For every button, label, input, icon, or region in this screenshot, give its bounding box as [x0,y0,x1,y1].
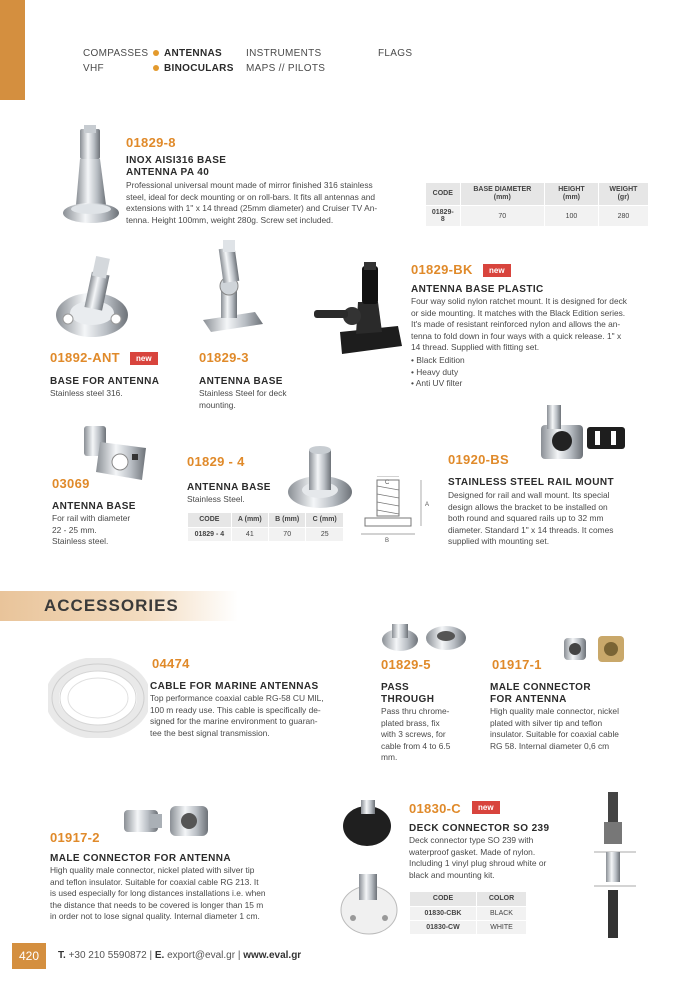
product-code: 01829-BK [411,262,473,277]
product-code: 01829 - 4 [187,454,245,469]
label-b: B [385,538,390,544]
nav-instruments[interactable]: INSTRUMENTS [246,48,322,59]
product-code: 04474 [152,656,190,671]
product-title: ANTENNA PA 40 [126,167,210,178]
new-badge: new [130,352,158,365]
rail-base-image [80,424,155,489]
product-title: PASS [381,682,410,693]
flush-base-image [285,444,355,514]
new-badge: new [483,264,511,277]
product-code: 01917-2 [50,830,100,845]
product-description: Stainless Steel for deck mounting. [199,388,287,410]
product-description: Top performance coaxial cable RG-58 CU MIL, 100 m ready use. This cable is specifically de- signed for the marine environment to guaran- tee the best signal transmission. [150,693,324,738]
product-title: INOX AISI316 BASE [126,155,227,166]
nav-bullet-icon [153,50,159,56]
dimension-diagram [355,476,440,546]
product-title: BASE FOR ANTENNA [50,376,160,387]
product-title: MALE CONNECTOR [490,682,591,693]
nav-vhf[interactable]: VHF [83,63,104,74]
coax-cable-image [48,658,148,738]
swivel-base-image [50,253,135,343]
product-code: 01892-ANT [50,350,120,365]
deck-connector-image [335,798,405,938]
product-description: Stainless Steel. [187,494,245,504]
stainless-mount-image [62,125,120,230]
product-description: Four way solid nylon ratchet mount. It is designed for deck or side mounting. It matches with the Black Edition series. It's made of resistant reinforced nylon and allows the an- tenna to fold down in four ways with a quick release. 1" x 14 thread. Supplied with fitting set. [411,296,627,352]
product-title: DECK CONNECTOR SO 239 [409,823,550,834]
rail-mount-image [533,405,628,470]
pass-through-image [380,618,470,654]
spec-table: CODE A (mm) B (mm) C (mm) 01829 - 4 41 70 25 [187,512,344,542]
product-code: 01920-BS [448,452,509,467]
label-a: A [425,502,430,508]
product-code: 03069 [52,476,90,491]
color-table: CODE COLOR 01830-CBK BLACK 01830-CW WHITE [409,891,527,935]
product-title: ANTENNA BASE [52,501,136,512]
product-code: 01917-1 [492,657,542,672]
page-number: 420 [12,943,46,969]
product-title: MALE CONNECTOR FOR ANTENNA [50,853,231,864]
nav-maps-pilots[interactable]: MAPS // PILOTS [246,63,326,74]
product-code: 01829-5 [381,657,431,672]
product-code: 01830-C [409,801,461,816]
product-description: Designed for rail and wall mount. Its special design allows the bracket to be installed on both round and squared rails up to 32 mm diameter. Standard 1" x 14 threads. It comes supplied with mounting set. [448,490,614,546]
product-description: Professional universal mount made of mirror finished 316 stainless steel, ideal for deck mounting or on roll-bars. It fits all antennas and extensions with 1'' x 14 thread (25mm diameter) and Cruiser TV An- tenna. Height 100mm, weight 280g. Screw set included. [126,180,378,225]
product-code: 01829-8 [126,135,176,150]
plastic-base-image [312,262,407,362]
product-description: For rail with diameter 22 - 25 mm. Stainless steel. [52,513,131,546]
product-title: ANTENNA BASE [199,376,283,387]
product-description: High quality male connector, nickel plated with silver tip and teflon insulator. Suitable for coaxial cable RG 213. It is used especially for long distances installations i.e. when the distance that needs to be covered is longer than 15 m in order not to lose signal quality. Internal diameter 1 cm. [50,865,266,921]
website-link[interactable]: www.eval.gr [243,950,302,961]
product-title: ANTENNA BASE [187,482,271,493]
phone-number[interactable]: +30 210 5590872 | [68,950,153,961]
deck-connector-diagram [592,790,637,942]
section-tab [0,0,25,100]
product-title: FOR ANTENNA [490,694,567,705]
footer-contact [58,950,301,961]
nav-antennas[interactable]: ANTENNAS [164,48,222,59]
product-description: Stainless steel 316. [50,388,123,398]
accessories-heading: ACCESSORIES [44,596,179,615]
email-address[interactable]: export@eval.gr | [167,950,241,961]
product-description: Deck connector type SO 239 with waterproof gasket. Made of nylon. Including 1 vinyl plug shroud white or black and mounting kit. [409,835,547,880]
new-badge: new [472,801,500,814]
nav-flags[interactable]: FLAGS [378,48,413,59]
nav-compasses[interactable]: COMPASSES [83,48,149,59]
deck-base-image [195,240,270,340]
nav-bullet-icon [153,65,159,71]
product-title: THROUGH [381,694,435,705]
product-title: STAINLESS STEEL RAIL MOUNT [448,477,614,488]
email-label: E. [154,950,165,961]
feature-list: • Black Edition • Heavy duty • Anti UV filter [411,355,465,388]
nav-binoculars[interactable]: BINOCULARS [164,63,234,74]
product-description: High quality male connector, nickel plated with silver tip and teflon insulator. Suitable for coaxial cable RG 58. Internal diameter 0,6 cm [490,706,619,751]
label-c: C [385,480,390,486]
male-connector-image [560,630,630,666]
product-code: 01829-3 [199,350,249,365]
product-title: CABLE FOR MARINE ANTENNAS [150,681,319,692]
phone-label: T. [58,950,66,961]
product-description: Pass thru chrome- plated brass, fix with 3 screws, for cable from 4 to 6.5 mm. [381,706,451,762]
male-connector-large-image [120,800,215,842]
product-title: ANTENNA BASE PLASTIC [411,284,544,295]
spec-table: CODE BASE DIAMETER (mm) HEIGHT (mm) WEIGHT (gr) 01829-8 70 100 280 [425,182,649,227]
